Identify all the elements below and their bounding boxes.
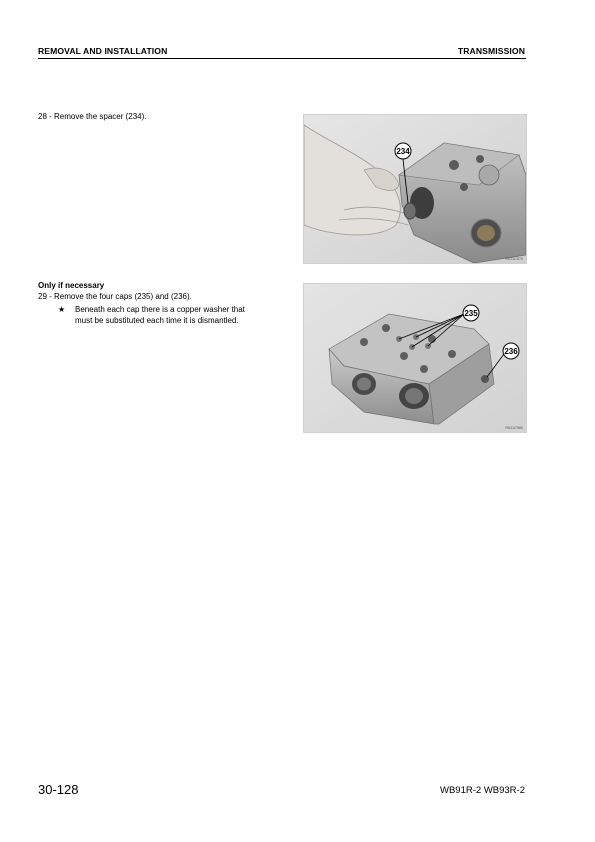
callout-235: 235 xyxy=(464,309,478,318)
callout-236: 236 xyxy=(504,347,518,356)
callout-234: 234 xyxy=(396,147,410,156)
figure-remove-spacer xyxy=(303,114,527,264)
note-line-2: must be substituted each time it is dismantled. xyxy=(75,315,239,325)
step-28-text: 28 - Remove the spacer (234). xyxy=(38,112,147,121)
step-29-text: 29 - Remove the four caps (235) and (236). xyxy=(38,292,192,301)
section-title: REMOVAL AND INSTALLATION xyxy=(38,46,168,56)
model-name: WB91R-2 WB93R-2 xyxy=(440,785,525,796)
note-line-1: Beneath each cap there is a copper washer that xyxy=(75,305,245,314)
star-icon: ★ xyxy=(58,305,66,314)
note-item xyxy=(58,305,298,329)
chapter-title: TRANSMISSION xyxy=(457,46,525,56)
page-number: 30-128 xyxy=(38,782,79,797)
figure-remove-caps xyxy=(303,283,527,433)
figure-code: RKZA7870 xyxy=(505,257,523,261)
header-rule xyxy=(38,58,526,59)
conditional-heading: Only if necessary xyxy=(38,281,105,290)
figure-code: RKZA7880 xyxy=(505,426,523,430)
